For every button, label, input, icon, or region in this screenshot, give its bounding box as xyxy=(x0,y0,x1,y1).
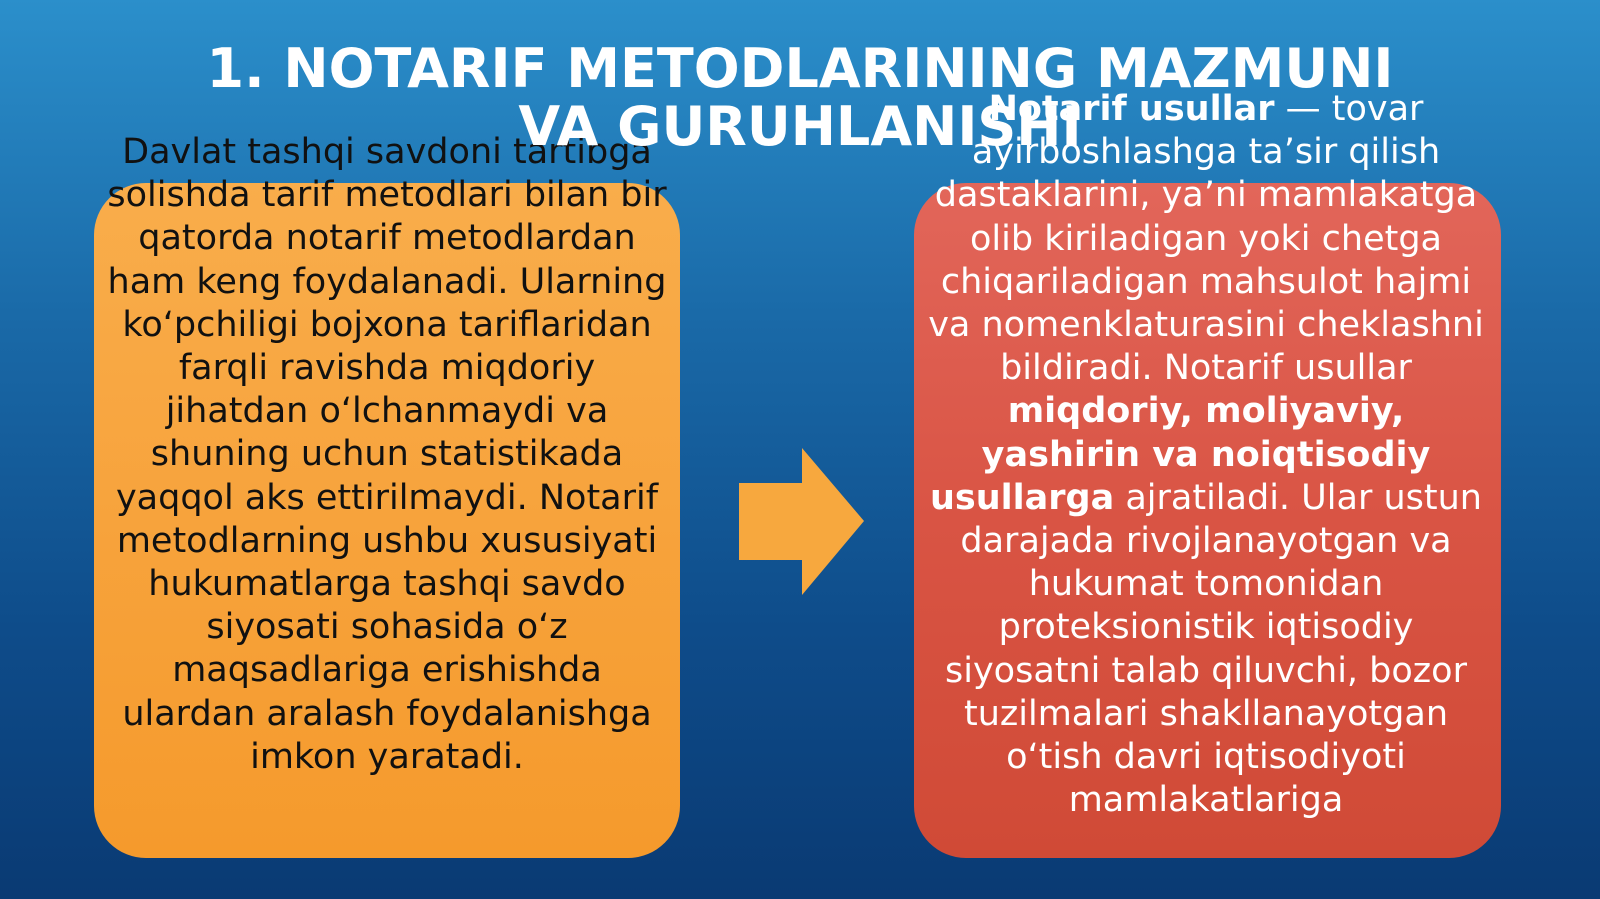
right-text-part-1: — tovar ayirboshlashga ta’sir qilish dastaklarini, ya’ni mamlakatga olib kiriladigan yoki chetga chiqariladigan mahsulot hajmi va nomenklaturasini cheklashni bildiradi. Notarif usullar xyxy=(928,89,1484,389)
right-text-part-2: ajratiladi. Ular ustun darajada rivojlanayotgan va hukumat tomonidan proteksionistik iqtisodiy siyosatni talab qiluvchi, bozor tuzilmalari shakllanayotgan o‘tish davri iqtisodiyoti mamlakatlariga xyxy=(945,477,1482,821)
left-box-text: Davlat tashqi savdoni tartibga solishda tarif metodlari bilan bir qatorda notarif metodlardan ham keng foydalanadi. Ularning ko‘pchiligi bojxona tariflaridan farqli ravishda miqdoriy jihatdan o‘lchanmaydi va shuning uchun statistikada yaqqol aks ettirilmaydi. Notarif metodlarning ushbu xususiyati hukumatlarga tashqi savdo siyosati sohasida o‘z maqsadlariga erishishda ulardan aralash foydalanishga imkon yaratadi. xyxy=(107,132,667,777)
slide-title xyxy=(0,37,1600,158)
notarif-usullar-term: Notarif usullar xyxy=(988,89,1275,129)
right-arrow-icon xyxy=(739,448,864,595)
method-types-term: miqdoriy, moliyaviy, yashirin va noiqtisodiy usullarga xyxy=(930,391,1431,518)
right-box-text xyxy=(926,88,1486,822)
slide-title-line-1: 1. NOTARIF METODLARINING MAZMUNI xyxy=(206,37,1394,100)
slide-title-line-2: VA GURUHLANISHI xyxy=(518,95,1082,158)
